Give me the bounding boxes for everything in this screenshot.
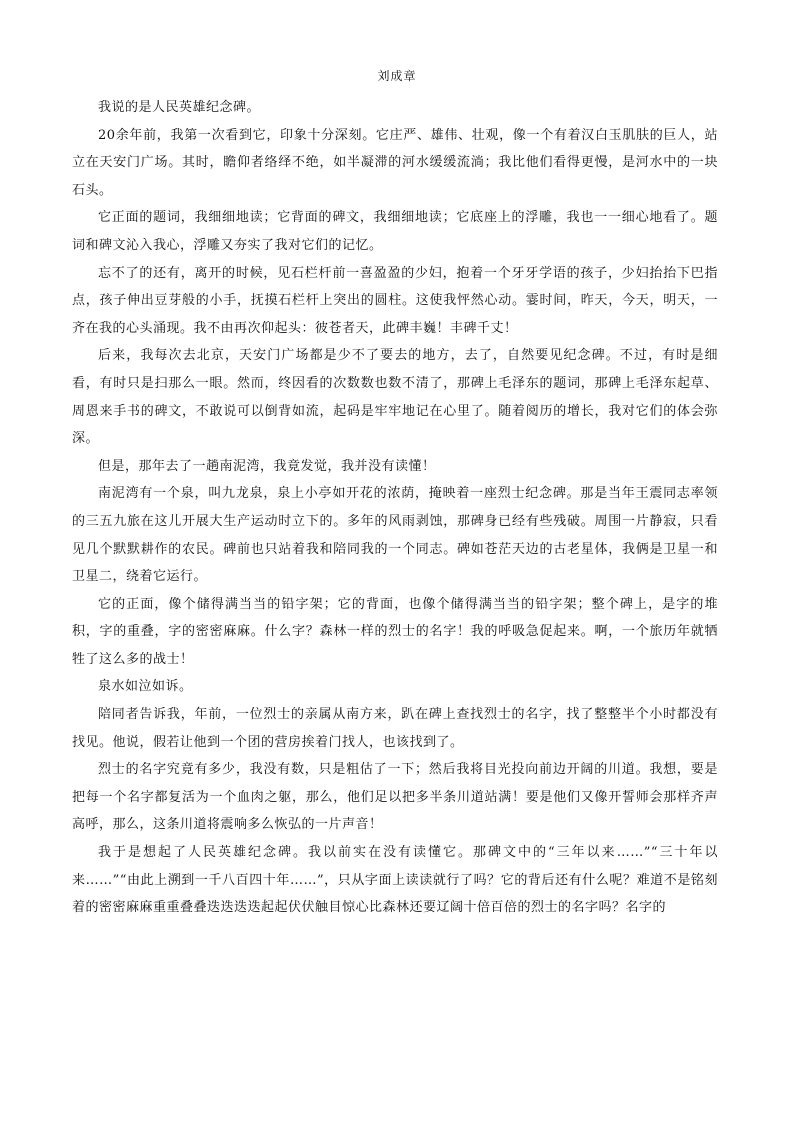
author-name: 刘成章 [377,69,417,83]
paragraph-4: 忘不了的还有，离开的时候，见石栏杆前一喜盈盈的少妇，抱着一个牙牙学语的孩子，少妇抬抬下巴指点，孩子伸出豆芽般的小手，抚摸石栏杆上突出的圆柱。这使我怦然心动。霎时间，昨天，今天，明天，一齐在我的心头涌现。我不由再次仰起头：彼苍者天，此碑丰巍！丰碑千丈！ [72,265,718,336]
paragraph-12: 我于是想起了人民英雄纪念碑。我以前实在没有读懂它。那碑文中的“三年以来……”“三十年以来……”“由此上溯到一千八百四十年……”，只从字面上读读就行了吗？它的背后还有什么呢？难道不是铭刻着的密密麻麻重重叠叠迭迭迭迭起起伏伏触目惊心比森林还要辽阔十倍百倍的烈士的名字吗？名字的 [72,845,718,916]
paragraph-9: 泉水如泣如诉。 [98,679,193,695]
paragraph-5: 后来，我每次去北京，天安门广场都是少不了要去的地方，去了，自然要见纪念碑。不过，有时是细看，有时只是扫那么一眼。然而，终因看的次数数也数不清了，那碑上毛泽东的题词，那碑上毛泽东起草、周恩来手书的碑文，不敢说可以倒背如流，起码是牢牢地记在心里了。随着阅历的增长，我对它们的体会弥深。 [72,348,718,447]
paragraph-10: 陪同者告诉我，年前，一位烈士的亲属从南方来，趴在碑上查找烈士的名字，找了整整半个小时都没有找见。他说，假若让他到一个团的营房挨着门找人，也该找到了。 [72,707,718,750]
paragraph-3: 它正面的题词，我细细地读；它背面的碑文，我细细地读；它底座上的浮雕，我也一一细心地看了。题词和碑文沁入我心，浮雕又夯实了我对它们的记忆。 [72,210,718,253]
article-body [72,94,718,922]
paragraph-11: 烈士的名字究竟有多少，我没有数，只是粗估了一下；然后我将目光投向前边开阔的川道。我想，要是把每一个名字都复活为一个血肉之躯，那么，他们足以把多半条川道站满！要是他们又像开誓师会那样齐声高呼，那么，这条川道将震响多么恢弘的一片声音！ [72,762,718,833]
paragraph-2: 20余年前，我第一次看到它，印象十分深刻。它庄严、雄伟、壮观，像一个有着汉白玉肌肤的巨人，站立在天安门广场。其时，瞻仰者络绎不绝，如半凝滞的河水缓缓流淌；我比他们看得更慢，是河水中的一块石头。 [72,127,718,198]
paragraph-7: 南泥湾有一个泉，叫九龙泉，泉上小亭如开花的浓荫，掩映着一座烈士纪念碑。那是当年王震同志率领的三五九旅在这儿开展大生产运动时立下的。多年的风雨剥蚀，那碑身已经有些残破。周围一片静寂，只看见几个默默耕作的农民。碑前也只站着我和陪同我的一个同志。碑如苍茫天边的古老星体，我俩是卫星一和卫星二，绕着它运行。 [72,486,718,585]
paragraph-8: 它的正面，像个储得满当当的铅字架；它的背面，也像个储得满当当的铅字架；整个碑上，是字的堆积，字的重叠，字的密密麻麻。什么字？森林一样的烈士的名字！我的呼吸急促起来。啊，一个旅历年就牺牲了这么多的战士！ [72,596,718,667]
paragraph-6: 但是，那年去了一趟南泥湾，我竟发觉，我并没有读懂！ [98,458,436,474]
paragraph-1: 我说的是人民英雄纪念碑。 [98,100,261,115]
